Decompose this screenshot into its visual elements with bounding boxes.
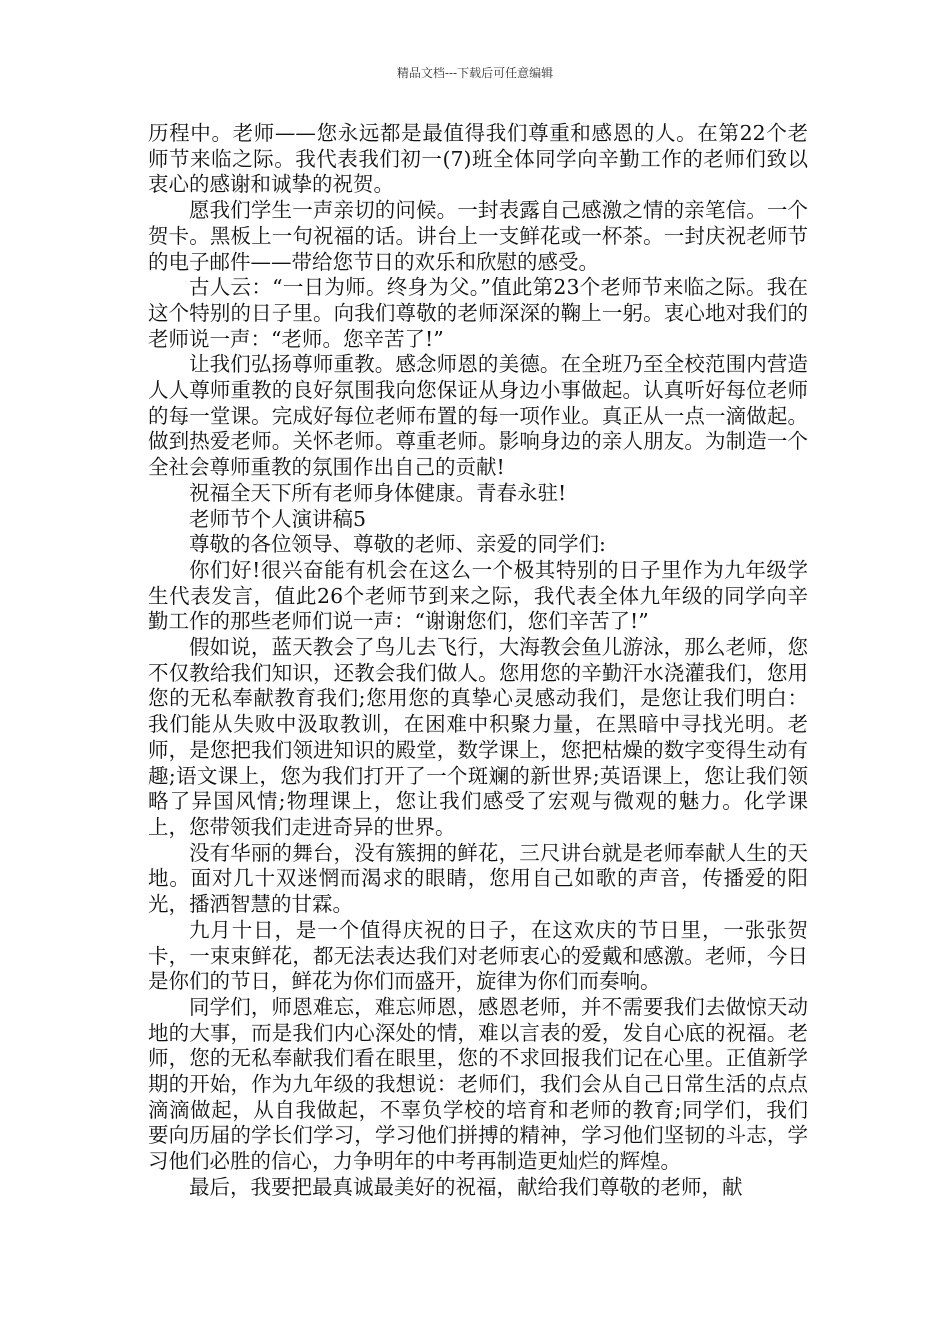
salutation: 尊敬的各位领导、尊敬的老师、亲爱的同学们: xyxy=(189,532,606,557)
paragraph: 历程中。老师——您永远都是最值得我们尊重和感恩的人。在第22个老师节来临之际。我代表我们初一(7)班全体同学向辛勤工作的老师们致以衷心的感谢和诚挚的祝贺。 xyxy=(148,121,808,197)
page-header: 精品文档---下载后可任意编辑 xyxy=(396,66,554,80)
paragraph: 让我们弘扬尊师重教。感念师恩的美德。在全班乃至全校范围内营造人人尊师重教的良好氛围我向您保证从身边小事做起。认真听好每位老师的每一堂课。完成好每位老师布置的每一项作业。真正从一点一滴做起。做到热爱老师。关怀老师。尊重老师。影响身边的亲人朋友。为制造一个全社会尊师重教的氛围作出自己的贡献! xyxy=(148,352,808,480)
paragraph: 九月十日，是一个值得庆祝的日子，在这欢庆的节日里，一张张贺卡，一束束鲜花，都无法表达我们对老师衷心的爱戴和感激。老师，今日是你们的节日，鲜花为你们而盛开，旋律为你们而奏响。 xyxy=(148,917,808,994)
paragraph: 同学们，师恩难忘，难忘师恩，感恩老师，并不需要我们去做惊天动地的大事，而是我们内心深处的情，难以言表的爱，发自心底的祝福。老师，您的无私奉献我们看在眼里，您的不求回报我们记在心里。正值新学期的开始，作为九年级的我想说：老师们，我们会从自己日常生活的点点滴滴做起，从自我做起，不辜负学校的培育和老师的教育;同学们，我们要向历届的学长们学习，学习他们拼搏的精神，学习他们坚韧的斗志，学习他们必胜的信心，力争明年的中考再制造更灿烂的辉煌。 xyxy=(148,994,808,1174)
paragraph: 最后，我要把最真诚最美好的祝福，献给我们尊敬的老师，献 xyxy=(189,1174,743,1199)
document-body xyxy=(148,121,808,1201)
paragraph: 假如说，蓝天教会了鸟儿去飞行，大海教会鱼儿游泳，那么老师，您不仅教给我们知识，还教会我们做人。您用您的辛勤汗水浇灌我们，您用您的无私奉献教育我们;您用您的真挚心灵感动我们，是您让我们明白：我们能从失败中汲取教训，在困难中积聚力量，在黑暗中寻找光明。老师，是您把我们领进知识的殿堂，数学课上，您把枯燥的数字变得生动有趣;语文课上，您为我们打开了一个斑斓的新世界;英语课上，您让我们领略了异国风情;物理课上，您让我们感受了宏观与微观的魅力。化学课上，您带领我们走进奇异的世界。 xyxy=(148,635,808,839)
paragraph: 你们好!很兴奋能有机会在这么一个极其特别的日子里作为九年级学生代表发言，值此26个老师节到来之际，我代表全体九年级的同学向辛勤工作的那些老师们说一声：“谢谢您们，您们辛苦了!” xyxy=(148,557,808,634)
paragraph: 愿我们学生一声亲切的问候。一封表露自己感激之情的亲笔信。一个贺卡。黑板上一句祝福的话。讲台上一支鲜花或一杯茶。一封庆祝老师节的电子邮件——带给您节日的欢乐和欣慰的感受。 xyxy=(148,198,808,274)
paragraph: 祝福全天下所有老师身体健康。青春永驻! xyxy=(189,480,567,505)
section-title: 老师节个人演讲稿5 xyxy=(189,506,367,531)
paragraph: 没有华丽的舞台，没有簇拥的鲜花，三尺讲台就是老师奉献人生的天地。面对几十双迷惘而渴求的眼睛，您用自己如歌的声音，传播爱的阳光，播洒智慧的甘霖。 xyxy=(148,840,808,917)
paragraph: 古人云：“一日为师。终身为父。”值此第23个老师节来临之际。我在这个特别的日子里。向我们尊敬的老师深深的鞠上一躬。衷心地对我们的老师说一声：“老师。您辛苦了!” xyxy=(148,275,808,351)
